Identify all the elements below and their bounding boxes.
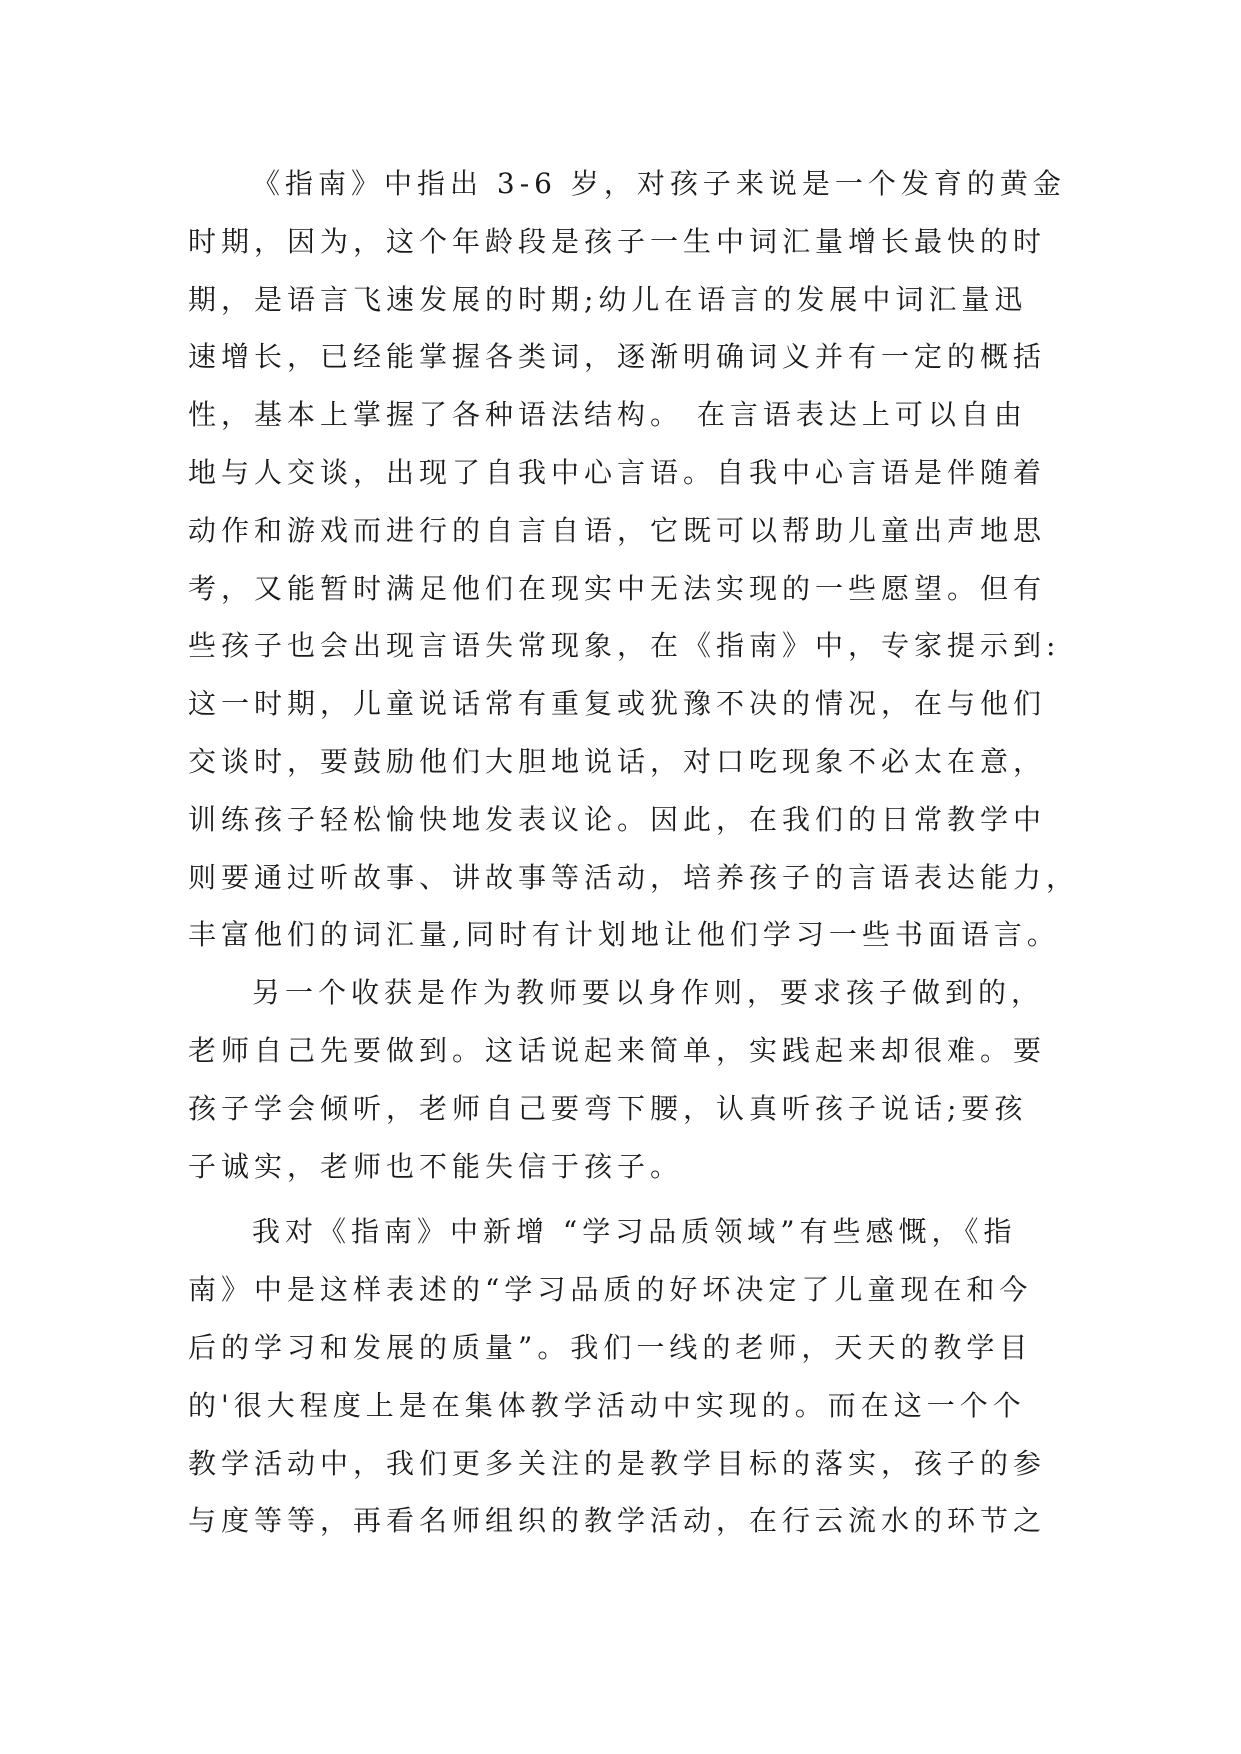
text-line: 些孩子也会出现言语失常现象，在《指南》中，专家提示到: [188,629,1061,663]
text-line: 南》中是这样表述的“学习品质的好坏决定了儿童现在和今 [188,1273,1033,1307]
text-line: 动作和游戏而进行的自言自语，它既可以帮助儿童出声地思 [188,513,1047,547]
text-line: 时期，因为，这个年龄段是孩子一生中词汇量增长最快的时 [188,224,1047,258]
paragraph-guide-language-development [188,155,1080,964]
text-line: 另一个收获是作为教师要以身作则，要求孩子做到的， [252,976,1045,1010]
text-line: 教学活动中，我们更多关注的是教学目标的落实，孩子的参 [188,1446,1047,1480]
text-line: 训练孩子轻松愉快地发表议论。因此，在我们的日常教学中 [188,802,1047,836]
text-line: 的'很大程度上是在集体教学活动中实现的。而在这一个个 [188,1388,1026,1422]
text-line: 交谈时，要鼓励他们大胆地说话，对口吃现象不必太在意， [188,744,1047,778]
text-line: 《指南》中指出 3-6 岁，对孩子来说是一个发育的黄金 [252,167,1066,200]
text-line: 我对《指南》中新增 “学习品质领域”有些感慨，《指 [252,1215,1017,1249]
paragraph-teacher-example [188,964,1054,1195]
text-line: 子诚实，老师也不能失信于孩子。 [188,1149,684,1183]
paragraph-spacer [188,1195,1054,1203]
text-line: 这一时期，儿童说话常有重复或犹豫不决的情况，在与他们 [188,687,1047,721]
text-line: 速增长，已经能掌握各类词，逐渐明确词义并有一定的概括 [188,340,1047,374]
text-line: 与度等等，再看名师组织的教学活动，在行云流水的环节之 [188,1504,1047,1538]
paragraph-learning-quality [188,1203,1054,1550]
text-line: 孩子学会倾听，老师自己要弯下腰，认真听孩子说话;要孩 [188,1091,1028,1125]
text-line: 则要通过听故事、讲故事等活动，培养孩子的言语表达能力， [188,860,1080,894]
text-line: 期，是语言飞速发展的时期;幼儿在语言的发展中词汇量迅 [188,282,1028,316]
text-line: 性，基本上掌握了各种语法结构。 在言语表达上可以自由 [188,398,1027,432]
text-line: 丰富他们的词汇量,同时有计划地让他们学习一些书面语言。 [188,918,1060,952]
text-line: 后的学习和发展的质量”。我们一线的老师，天天的教学目 [188,1330,1033,1364]
text-line: 老师自己先要做到。这话说起来简单，实践起来却很难。要 [188,1033,1047,1067]
text-line: 地与人交谈，出现了自我中心言语。自我中心言语是伴随着 [188,455,1047,489]
document-page [188,155,1080,1550]
text-line: 考，又能暂时满足他们在现实中无法实现的一些愿望。但有 [188,571,1047,605]
